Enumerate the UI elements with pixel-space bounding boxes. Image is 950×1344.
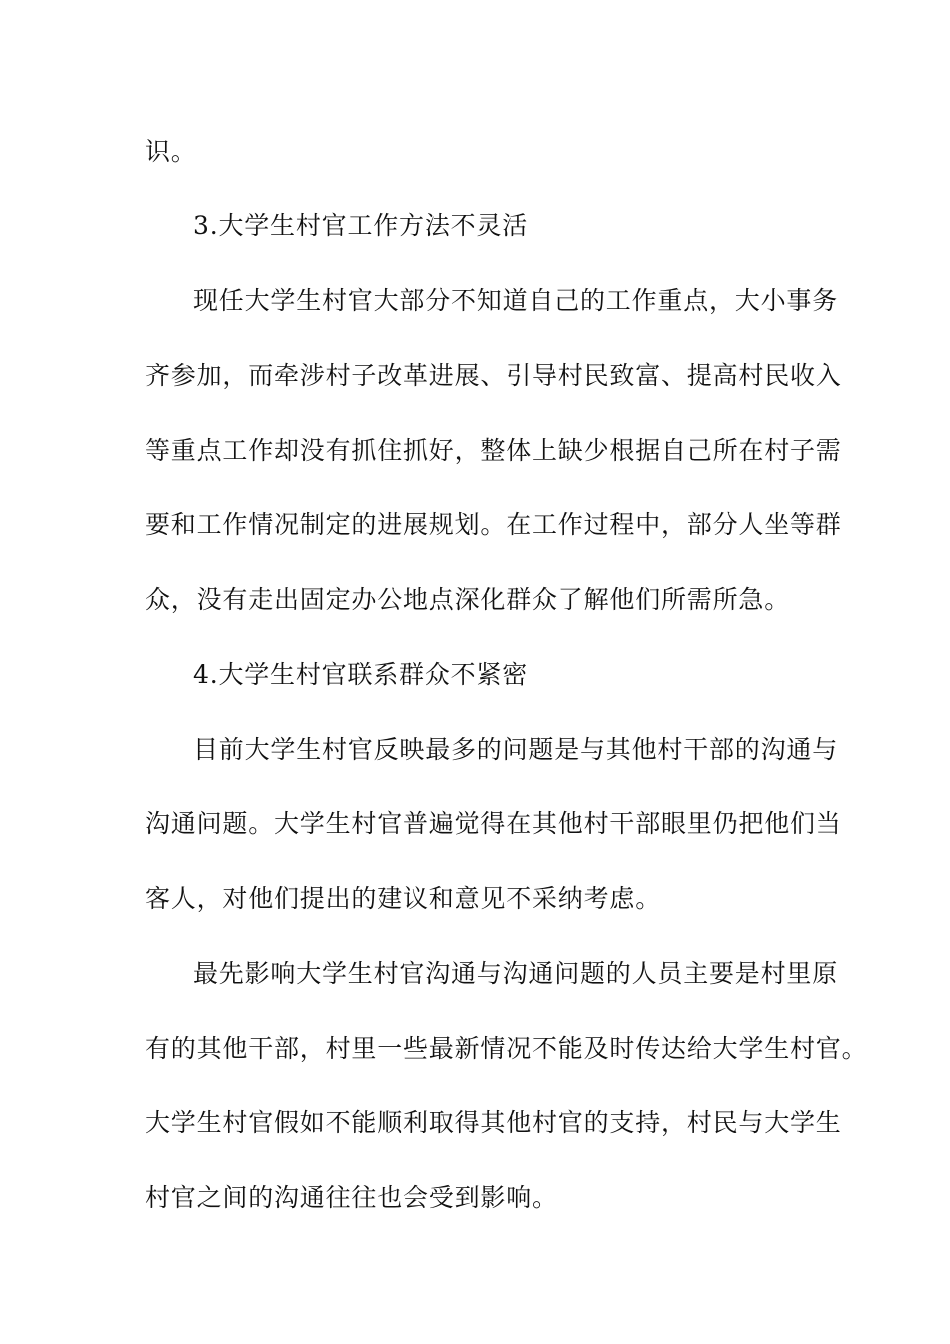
- text-line-14: 大学生村官假如不能顺利取得其他村官的支持，村民与大学生: [145, 1108, 842, 1137]
- section-heading-3: 3.大学生村官工作方法不灵活: [193, 211, 529, 240]
- text-line-10: 沟通问题。大学生村官普遍觉得在其他村干部眼里仍把他们当: [145, 809, 842, 838]
- text-line-6: 要和工作情况制定的进展规划。在工作过程中，部分人坐等群: [145, 510, 842, 539]
- text-line-4: 齐参加，而牵涉村子改革进展、引导村民致富、提高村民收入: [145, 361, 842, 390]
- text-line-12: 最先影响大学生村官沟通与沟通问题的人员主要是村里原: [193, 959, 839, 988]
- text-line-7: 众，没有走出固定办公地点深化群众了解他们所需所急。: [145, 585, 791, 614]
- text-line-13: 有的其他干部，村里一些最新情况不能及时传达给大学生村官。: [145, 1034, 868, 1063]
- section-heading-4: 4.大学生村官联系群众不紧密: [193, 660, 529, 689]
- text-line-15: 村官之间的沟通往往也会受到影响。: [145, 1183, 558, 1212]
- text-line-3: 现任大学生村官大部分不知道自己的工作重点，大小事务: [193, 286, 839, 315]
- text-line-11: 客人，对他们提出的建议和意见不采纳考虑。: [145, 884, 662, 913]
- text-line-9: 目前大学生村官反映最多的问题是与其他村干部的沟通与: [193, 735, 839, 764]
- text-line-1: 识。: [145, 137, 197, 166]
- text-line-5: 等重点工作却没有抓住抓好，整体上缺少根据自己所在村子需: [145, 436, 842, 465]
